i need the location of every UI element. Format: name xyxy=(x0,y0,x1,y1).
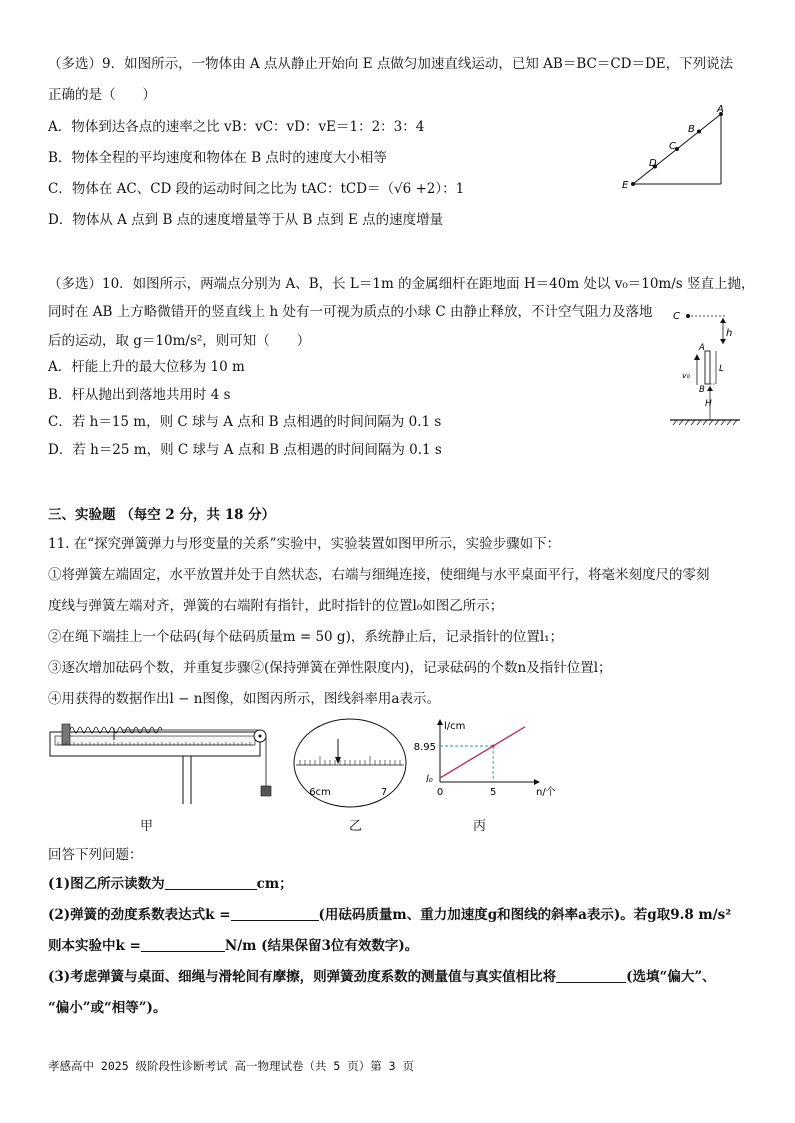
y-axis-arrow xyxy=(437,719,443,725)
q9-option-c: C．物体在 AC、CD 段的运动时间之比为 tAC：tCD＝（√6 +2）：1 xyxy=(48,181,465,197)
q11-step3: ③逐次增加砝码个数，并重复步骤②(保持弹簧在弹性限度内)，记录砝码的个数n及指针位置l； xyxy=(48,660,612,676)
caption-jia: 甲 xyxy=(140,819,154,834)
l-label: L xyxy=(719,364,725,374)
data-point xyxy=(492,745,495,748)
apparatus-figure xyxy=(48,722,278,807)
y-tick-label: 8.95 xyxy=(413,742,436,753)
answer-1-blank[interactable] xyxy=(165,875,257,890)
height-h-label: H xyxy=(705,399,712,409)
answer-2b-blank[interactable] xyxy=(141,937,225,952)
origin-label: 0 xyxy=(436,787,444,798)
y-axis-label: l/cm xyxy=(444,721,466,732)
q9-incline-figure xyxy=(615,100,735,192)
q10-stem-line2: 同时在 AB 上方略微错开的竖直线上 h 处有一可视为质点的小球 C 由静止释放，不计空气阻力及落地 xyxy=(48,304,653,320)
question-1-suffix: cm； xyxy=(256,876,293,892)
q9-stem-line1: （多选）9．如图所示，一物体由 A 点从静止开始向 E 点做匀加速直线运动，已知 AB＝BC＝CD＝DE，下列说法 xyxy=(48,56,734,72)
q9-option-b: B．物体全程的平均速度和物体在 B 点时的速度大小相等 xyxy=(48,150,387,166)
q10-option-d: D．若 h＝25 m，则 C 球与 A 点和 B 点相遇的时间间隔为 0.1 s xyxy=(48,442,442,458)
question-2b xyxy=(48,937,418,955)
y-intercept-label: l₀ xyxy=(426,774,433,785)
q10-rod-figure xyxy=(665,303,745,428)
answer-intro: 回答下列问题： xyxy=(48,847,143,863)
end-b-label: B xyxy=(699,385,705,395)
question-1-prefix: (1)图乙所示读数为 xyxy=(48,876,165,892)
data-line xyxy=(440,727,525,778)
question-1 xyxy=(48,875,293,893)
question-3-line2: “偏小”或“相等”)。 xyxy=(48,1000,167,1016)
question-3-prefix: (3)考虑弹簧与桌面、细绳与滑轮间有摩擦，则弹簧劲度系数的测量值与真实值相比将 xyxy=(48,969,557,985)
q11-step1-line1: ①将弹簧左端固定，水平放置并处于自然状态，右端与细绳连接，使细绳与水平桌面平行，将毫米刻度尺的零刻 xyxy=(48,567,710,583)
ruler-left-label: 6cm xyxy=(309,787,331,798)
q9-option-a: A．物体到达各点的速率之比 vB：vC：vD：vE＝1：2：3：4 xyxy=(48,119,425,135)
q10-option-b: B．杆从抛出到落地共用时 4 s xyxy=(48,387,231,403)
caption-bing: 丙 xyxy=(473,819,487,834)
q11-step4: ④用获得的数据作出l − n图像，如图丙所示，图线斜率用a表示。 xyxy=(48,691,440,707)
section-heading: 三、实验题 （每空 2 分，共 18 分） xyxy=(48,507,276,523)
q11-step1-line2: 度线与弹簧左端对齐，弹簧的右端附有指针，此时指针的位置l₀如图乙所示； xyxy=(48,598,504,614)
point-b-label: B xyxy=(688,124,695,135)
q10-stem-line1: （多选）10．如图所示，两端点分别为 A、B，长 L＝1m 的金属细杆在距地面 H＝40m 处以 v₀＝10m/s 竖直上抛， xyxy=(48,276,755,292)
page-footer: 孝感高中 2025 级阶段性诊断考试 高一物理试卷（共 5 页）第 3 页 xyxy=(48,1059,415,1073)
q11-intro: 11. 在“探究弹簧弹力与形变量的关系”实验中，实验装置如图甲所示，实验步骤如下： xyxy=(48,536,561,552)
ball-c-label: C xyxy=(673,311,680,322)
point-a-label: A xyxy=(717,104,724,115)
caption-yi: 乙 xyxy=(349,819,363,834)
question-2 xyxy=(48,906,731,924)
point-e-label: E xyxy=(622,180,629,191)
q9-option-d: D．物体从 A 点到 B 点的速度增量等于从 B 点到 E 点的速度增量 xyxy=(48,212,444,228)
question-2-prefix: (2)弹簧的劲度系数表达式k = xyxy=(48,907,231,923)
question-2b-prefix: 则本实验中k = xyxy=(48,938,141,954)
question-3 xyxy=(48,968,716,986)
q9-stem-line2: 正确的是（ ） xyxy=(48,87,156,103)
q11-step2: ②在绳下端挂上一个砝码(每个砝码质量m = 50 g)，系统静止后，记录指针的位置l₁； xyxy=(48,629,564,645)
question-3-suffix: (选填“偏大”、 xyxy=(626,969,716,985)
answer-2-blank[interactable] xyxy=(231,906,319,921)
point-d-label: D xyxy=(649,158,657,169)
h-label: h xyxy=(726,328,733,339)
ruler-reading-figure xyxy=(292,717,412,809)
point-c-label: C xyxy=(669,141,676,152)
v0-label: v₀ xyxy=(682,371,690,380)
x-axis-label: n/个 xyxy=(536,787,556,798)
l-n-graph xyxy=(410,715,556,807)
ruler-right-label: 7 xyxy=(380,787,388,798)
q10-option-a: A．杆能上升的最大位移为 10 m xyxy=(48,359,245,375)
end-a-label: A xyxy=(699,343,705,353)
question-2b-suffix: N/m (结果保留3位有效数字)。 xyxy=(224,938,419,954)
q10-option-c: C．若 h＝15 m，则 C 球与 A 点和 B 点相遇的时间间隔为 0.1 s xyxy=(48,414,442,430)
x-axis-arrow xyxy=(534,779,540,785)
answer-3-blank[interactable] xyxy=(556,968,626,983)
question-2-suffix: (用砝码质量m、重力加速度g和图线的斜率a表示)。若g取9.8 m/s² xyxy=(318,907,732,923)
q10-stem-line3: 后的运动，取 g＝10m/s²，则可知（ ） xyxy=(48,333,311,349)
x-tick-label: 5 xyxy=(489,787,497,798)
